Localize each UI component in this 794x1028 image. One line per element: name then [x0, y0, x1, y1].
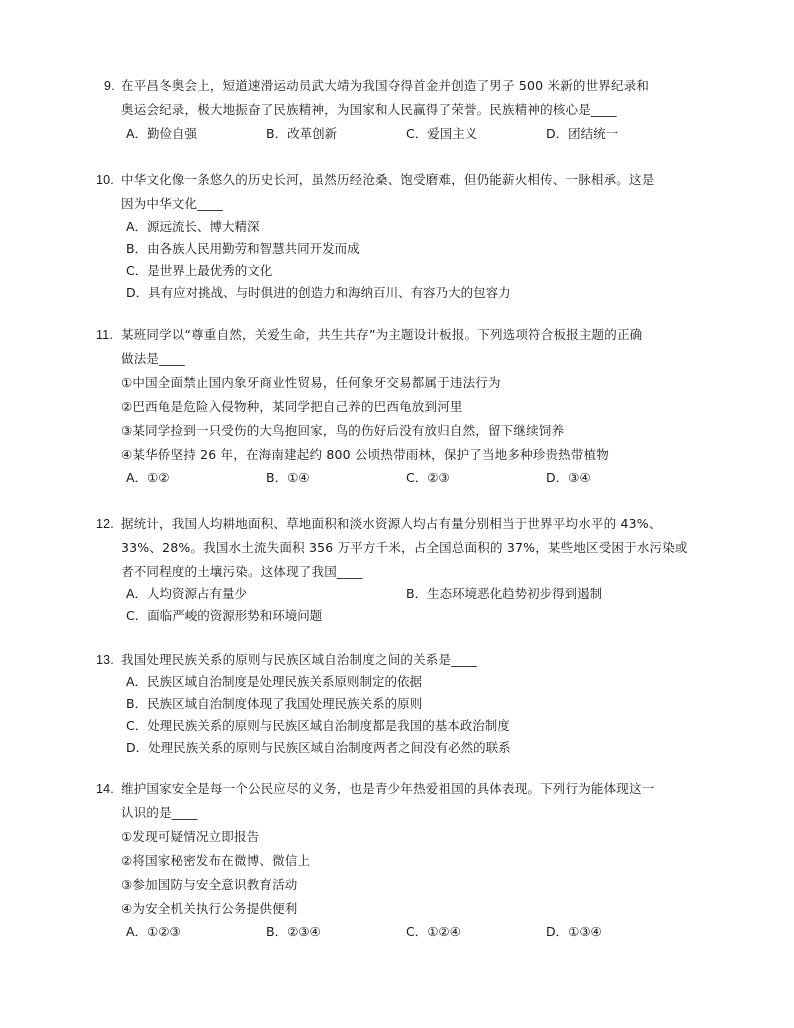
option-b[interactable]: B．生态环境恶化趋势初步得到遏制 — [406, 586, 603, 601]
option-a[interactable]: A．①②③ — [126, 924, 181, 939]
question-stem-line: 认识的是____ — [121, 805, 198, 820]
option-a[interactable]: A．源远流长、博大精深 — [126, 219, 260, 234]
question-number: 14. — [96, 782, 114, 796]
option-b[interactable]: B．改革创新 — [266, 126, 338, 141]
option-a[interactable]: A．民族区域自治制度是处理民族关系原则制定的依据 — [126, 674, 423, 689]
statement-item: ①中国全面禁止国内象牙商业性贸易，任何象牙交易都属于违法行为 — [121, 375, 501, 390]
question-stem-line: 33%、28%。我国水土流失面积 356 万平方千米，占全国总面积的 37%，某些地区受困于水污染或 — [121, 540, 688, 555]
question-number: 13. — [96, 653, 114, 667]
option-b[interactable]: B．①④ — [266, 470, 310, 485]
statement-item: ③参加国防与安全意识教育活动 — [121, 877, 298, 892]
question-stem-line: 某班同学以“尊重自然，关爱生命，共生共存”为主题设计板报。下列选项符合板报主题的正确 — [121, 327, 643, 342]
option-c[interactable]: C．爱国主义 — [406, 126, 478, 141]
statement-item: ①发现可疑情况立即报告 — [121, 829, 260, 844]
option-b[interactable]: B．②③④ — [266, 924, 321, 939]
option-c[interactable]: C．①②④ — [406, 924, 461, 939]
option-a[interactable]: A．人均资源占有量少 — [126, 586, 248, 601]
option-c[interactable]: C．是世界上最优秀的文化 — [126, 263, 273, 278]
option-d[interactable]: D．③④ — [546, 470, 591, 485]
question-number: 10. — [96, 173, 114, 187]
question-stem-line: 做法是____ — [121, 351, 185, 366]
option-c[interactable]: C．面临严峻的资源形势和环境问题 — [126, 608, 323, 623]
question-stem-line: 在平昌冬奥会上，短道速滑运动员武大靖为我国夺得首金并创造了男子 500 米新的世界纪录和 — [121, 78, 650, 93]
option-d[interactable]: D．团结统一 — [546, 126, 619, 141]
statement-item: ②巴西龟是危险入侵物种，某同学把自己养的巴西龟放到河里 — [121, 399, 463, 414]
question-number: 11. — [96, 328, 114, 342]
question-number: 12. — [96, 517, 114, 531]
question-stem-line: 据统计，我国人均耕地面积、草地面积和淡水资源人均占有量分别相当于世界平均水平的 43%、 — [121, 516, 662, 531]
option-b[interactable]: B．民族区域自治制度体现了我国处理民族关系的原则 — [126, 696, 423, 711]
option-d[interactable]: D．具有应对挑战、与时俱进的创造力和海纳百川、有容乃大的包容力 — [126, 285, 511, 300]
statement-item: ②将国家秘密发布在微博、微信上 — [121, 853, 311, 868]
option-a[interactable]: A．勤俭自强 — [126, 126, 198, 141]
statement-item: ④为安全机关执行公务提供便利 — [121, 901, 298, 916]
question-stem-line: 奥运会纪录，极大地振奋了民族精神，为国家和人民赢得了荣誉。民族精神的核心是____ — [121, 102, 617, 117]
option-a[interactable]: A．①② — [126, 470, 170, 485]
option-c[interactable]: C．②③ — [406, 470, 450, 485]
option-d[interactable]: D．①③④ — [546, 924, 602, 939]
option-c[interactable]: C．处理民族关系的原则与民族区域自治制度都是我国的基本政治制度 — [126, 718, 510, 733]
question-stem-line: 我国处理民族关系的原则与民族区域自治制度之间的关系是____ — [121, 652, 478, 667]
statement-item: ③某同学捡到一只受伤的大鸟抱回家，鸟的伤好后没有放归自然，留下继续饲养 — [121, 423, 565, 438]
question-stem-line: 者不同程度的土壤污染。这体现了我国____ — [121, 564, 363, 579]
question-number: 9. — [104, 79, 115, 93]
question-stem-line: 维护国家安全是每一个公民应尽的义务，也是青少年热爱祖国的具体表现。下列行为能体现这一 — [121, 781, 655, 796]
option-b[interactable]: B．由各族人民用勤劳和智慧共同开发而成 — [126, 241, 360, 256]
question-stem-line: 因为中华文化____ — [121, 196, 224, 211]
option-d[interactable]: D．处理民族关系的原则与民族区域自治制度两者之间没有必然的联系 — [126, 740, 511, 755]
statement-item: ④某华侨坚持 26 年，在海南建起约 800 公顷热带雨林，保护了当地多种珍贵热带植物 — [121, 447, 609, 462]
question-stem-line: 中华文化像一条悠久的历史长河，虽然历经沧桑、饱受磨难，但仍能薪火相传、一脉相承。这是 — [121, 172, 655, 187]
